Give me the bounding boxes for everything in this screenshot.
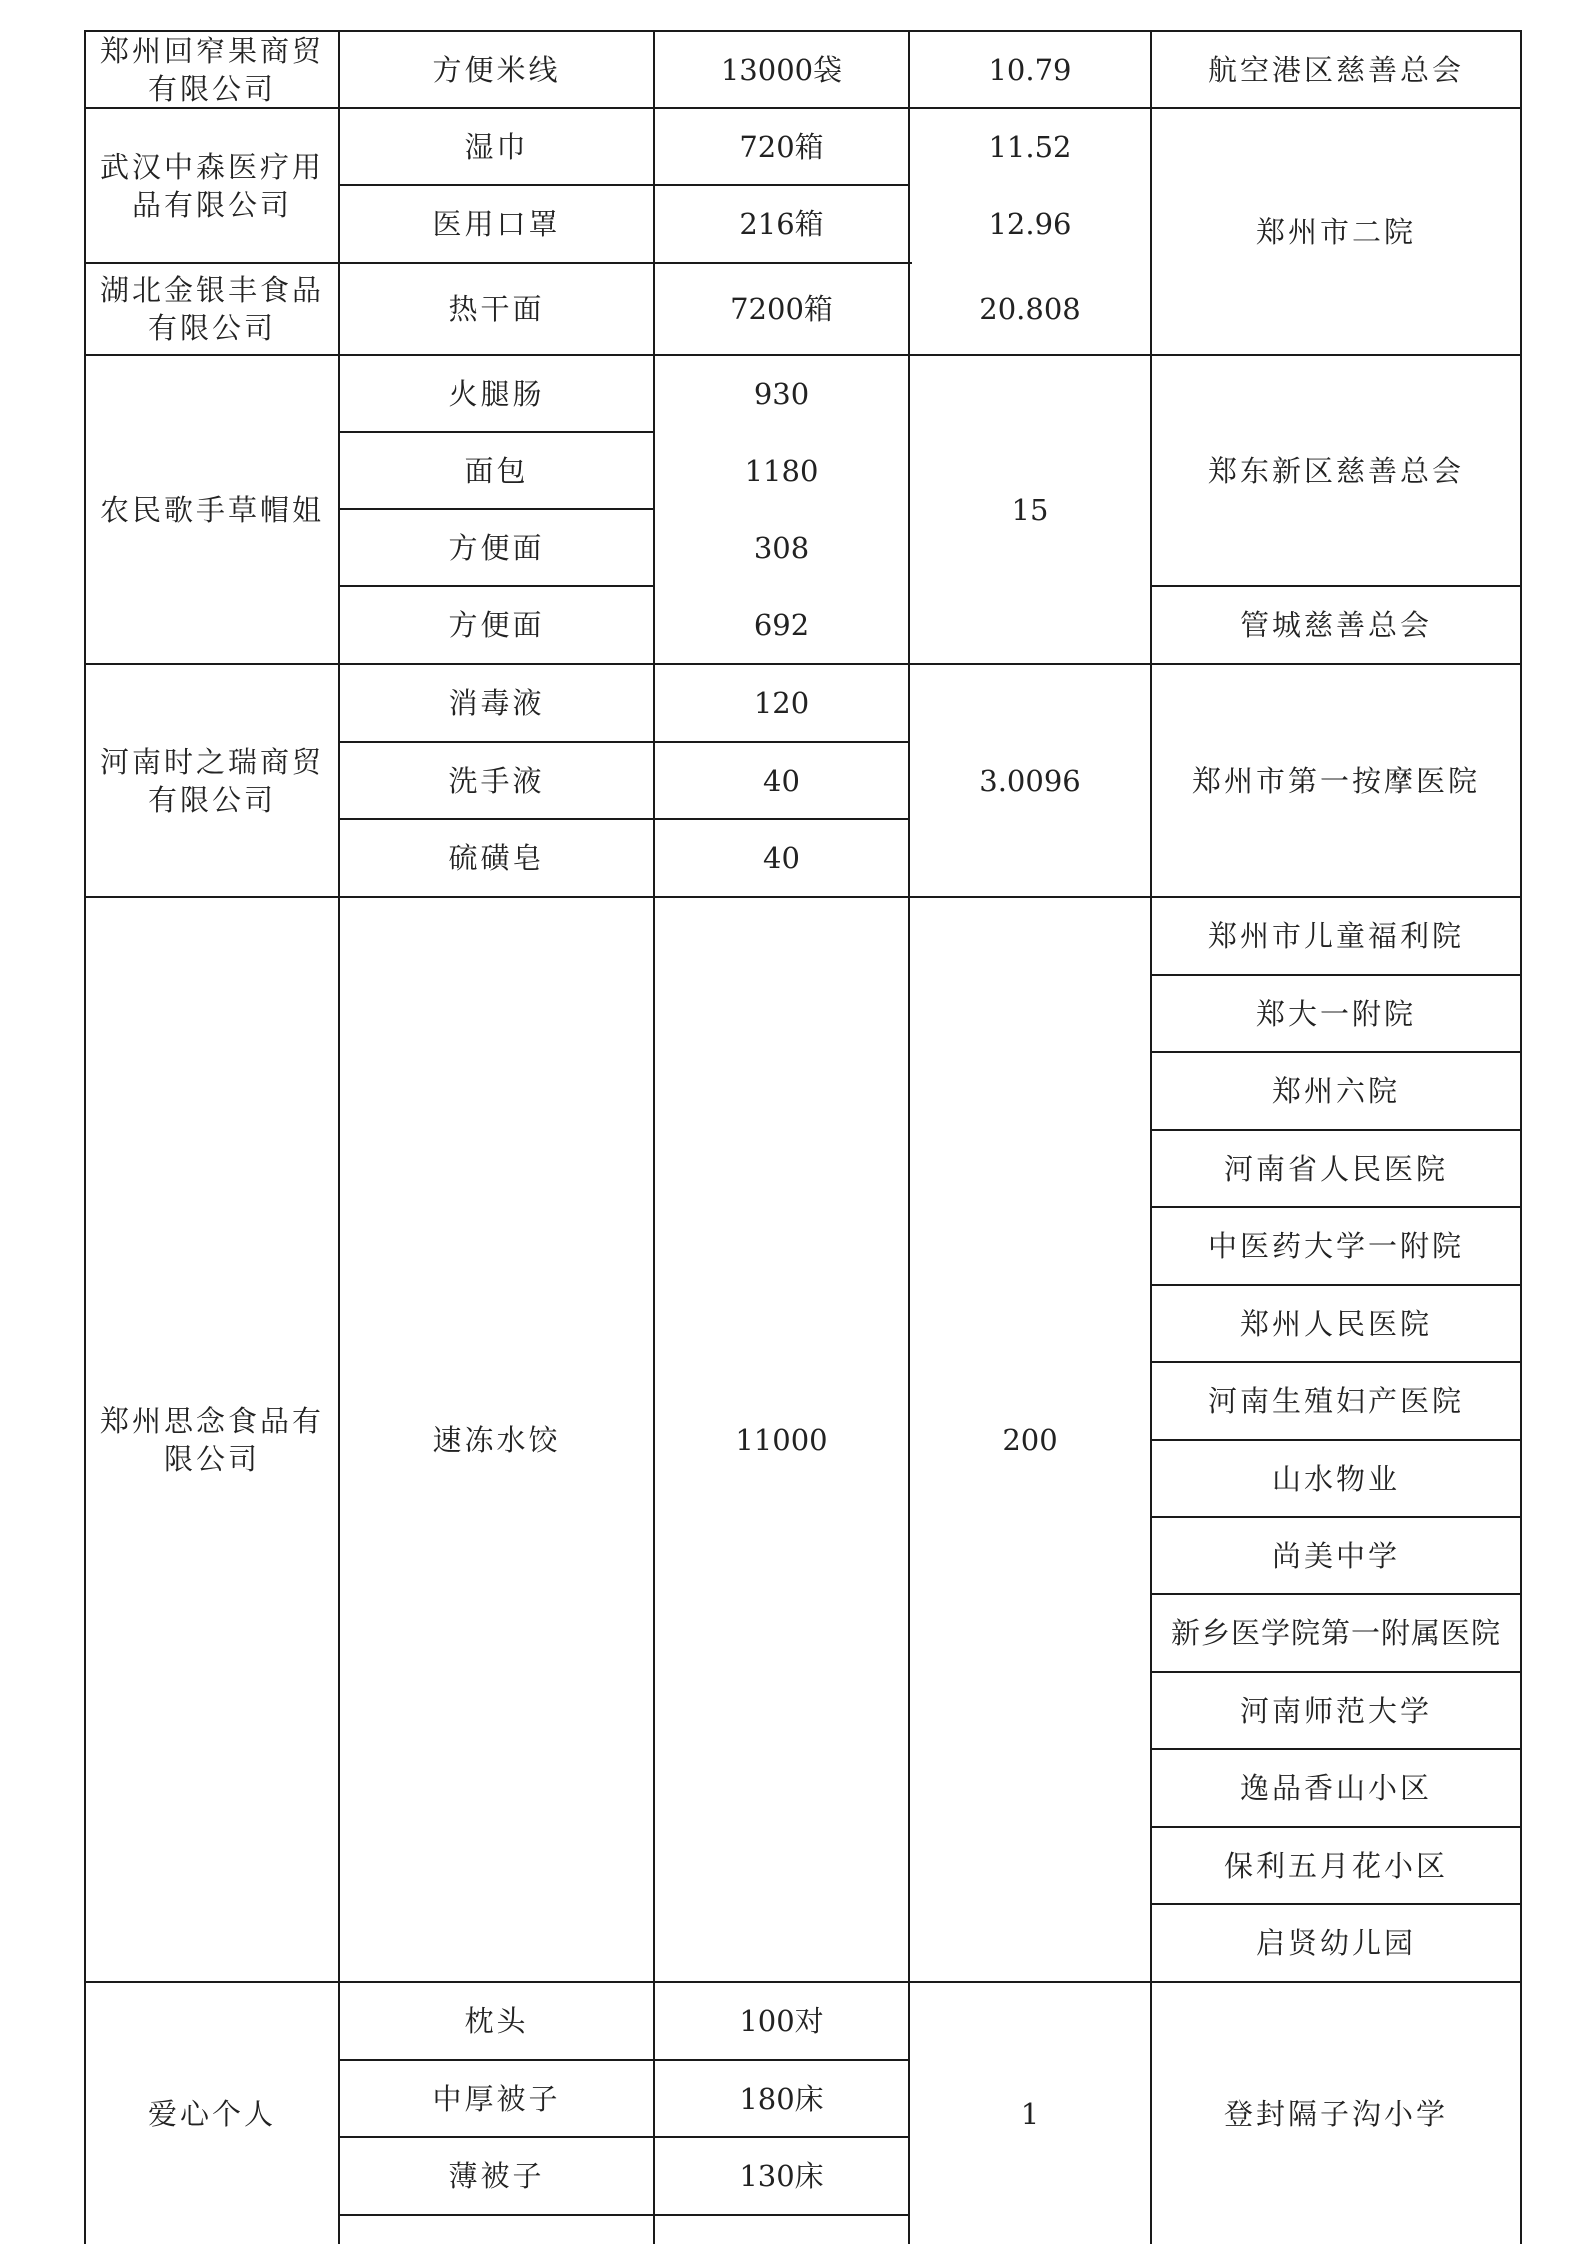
value-cell: 10.79 xyxy=(988,52,1072,87)
donor-line: 品有限公司 xyxy=(131,187,292,222)
qty-cell: 216箱 xyxy=(739,207,824,241)
recipient-cell: 保利五月花小区 xyxy=(1223,1848,1448,1883)
donor-cell xyxy=(86,32,338,107)
donor-line: 限公司 xyxy=(163,1441,260,1476)
qty-cell: 130床 xyxy=(739,2159,824,2193)
recipient-cell: 郑州市第一按摩医院 xyxy=(1191,763,1480,798)
qty-cell: 308 xyxy=(753,530,810,565)
value-cell: 1 xyxy=(1020,2096,1040,2131)
recipient-cell: 登封隔子沟小学 xyxy=(1223,2096,1448,2131)
item-cell: 枕头 xyxy=(464,2004,529,2038)
qty-cell: 1180 xyxy=(744,453,819,488)
item-cell: 方便面 xyxy=(448,608,545,642)
recipient-cell: 新乡医学院第一附属医院 xyxy=(1170,1616,1501,1650)
value-cell: 15 xyxy=(1011,492,1049,527)
recipient-cell: 管城慈善总会 xyxy=(1239,608,1432,642)
donor-line: 河南时之瑞商贸 xyxy=(99,744,324,779)
item-cell: 火腿肠 xyxy=(448,376,545,411)
donor-line: 武汉中森医疗用 xyxy=(99,149,324,184)
donor-cell: 农民歌手草帽姐 xyxy=(99,492,324,527)
item-cell: 热干面 xyxy=(448,292,545,326)
item-cell: 硫磺皂 xyxy=(448,841,545,875)
qty-cell: 7200箱 xyxy=(730,292,833,326)
qty-cell: 180床 xyxy=(739,2081,824,2116)
donor-cell: 爱心个人 xyxy=(147,2096,276,2131)
qty-cell: 120 xyxy=(753,686,810,720)
item-cell: 方便面 xyxy=(448,530,545,565)
item-cell: 医用口罩 xyxy=(432,207,561,241)
recipient-cell: 郑东新区慈善总会 xyxy=(1207,453,1464,488)
donor-line: 有限公司 xyxy=(147,782,276,817)
qty-cell: 692 xyxy=(753,608,810,642)
recipient-cell: 郑州人民医院 xyxy=(1239,1306,1432,1341)
recipient-cell: 启贤幼儿园 xyxy=(1255,1926,1416,1960)
recipient-cell: 山水物业 xyxy=(1271,1461,1400,1496)
donor-line: 郑州思念食品有 xyxy=(99,1403,324,1438)
qty-cell: 40 xyxy=(763,841,800,875)
recipient-cell: 航空港区慈善总会 xyxy=(1207,52,1464,87)
qty-cell: 100对 xyxy=(739,2004,824,2038)
item-cell: 方便米线 xyxy=(432,52,561,87)
recipient-cell: 郑州市二院 xyxy=(1255,214,1416,249)
donor-line: 有限公司 xyxy=(147,311,276,345)
item-cell: 湿巾 xyxy=(464,129,529,164)
grid-line xyxy=(1520,30,1522,2244)
qty-cell: 720箱 xyxy=(739,129,824,164)
value-cell: 3.0096 xyxy=(979,763,1081,798)
recipient-cell: 尚美中学 xyxy=(1271,1538,1400,1573)
value-cell: 200 xyxy=(1002,1422,1058,1457)
item-cell: 中厚被子 xyxy=(432,2081,561,2116)
recipient-cell: 郑大一附院 xyxy=(1255,996,1416,1031)
recipient-cell: 河南师范大学 xyxy=(1239,1693,1432,1728)
qty-cell: 40 xyxy=(763,763,800,798)
donor-cell xyxy=(86,109,338,262)
item-cell: 薄被子 xyxy=(448,2159,545,2193)
donor-cell xyxy=(86,665,338,896)
recipient-cell: 河南省人民医院 xyxy=(1223,1151,1448,1186)
value-cell: 12.96 xyxy=(988,207,1072,241)
qty-cell: 11000 xyxy=(735,1422,828,1457)
item-cell: 消毒液 xyxy=(448,686,545,720)
recipient-cell: 中医药大学一附院 xyxy=(1207,1229,1464,1263)
qty-cell: 930 xyxy=(753,376,810,411)
value-cell: 11.52 xyxy=(988,129,1072,164)
grid-line xyxy=(338,2214,910,2216)
recipient-cell: 逸品香山小区 xyxy=(1239,1771,1432,1805)
donor-line: 郑州回窄果商贸 xyxy=(99,33,324,68)
recipient-cell: 郑州六院 xyxy=(1271,1074,1400,1108)
donor-line: 有限公司 xyxy=(147,71,276,106)
donor-cell xyxy=(86,264,338,354)
item-cell: 面包 xyxy=(464,453,529,488)
qty-cell: 13000袋 xyxy=(720,52,843,87)
item-cell: 洗手液 xyxy=(448,763,545,798)
recipient-cell: 郑州市儿童福利院 xyxy=(1207,919,1464,953)
item-cell: 速冻水饺 xyxy=(432,1422,561,1457)
recipient-cell: 河南生殖妇产医院 xyxy=(1207,1384,1464,1418)
value-cell: 20.808 xyxy=(979,292,1081,326)
donor-line: 湖北金银丰食品 xyxy=(99,273,324,307)
donor-cell xyxy=(86,898,338,1981)
